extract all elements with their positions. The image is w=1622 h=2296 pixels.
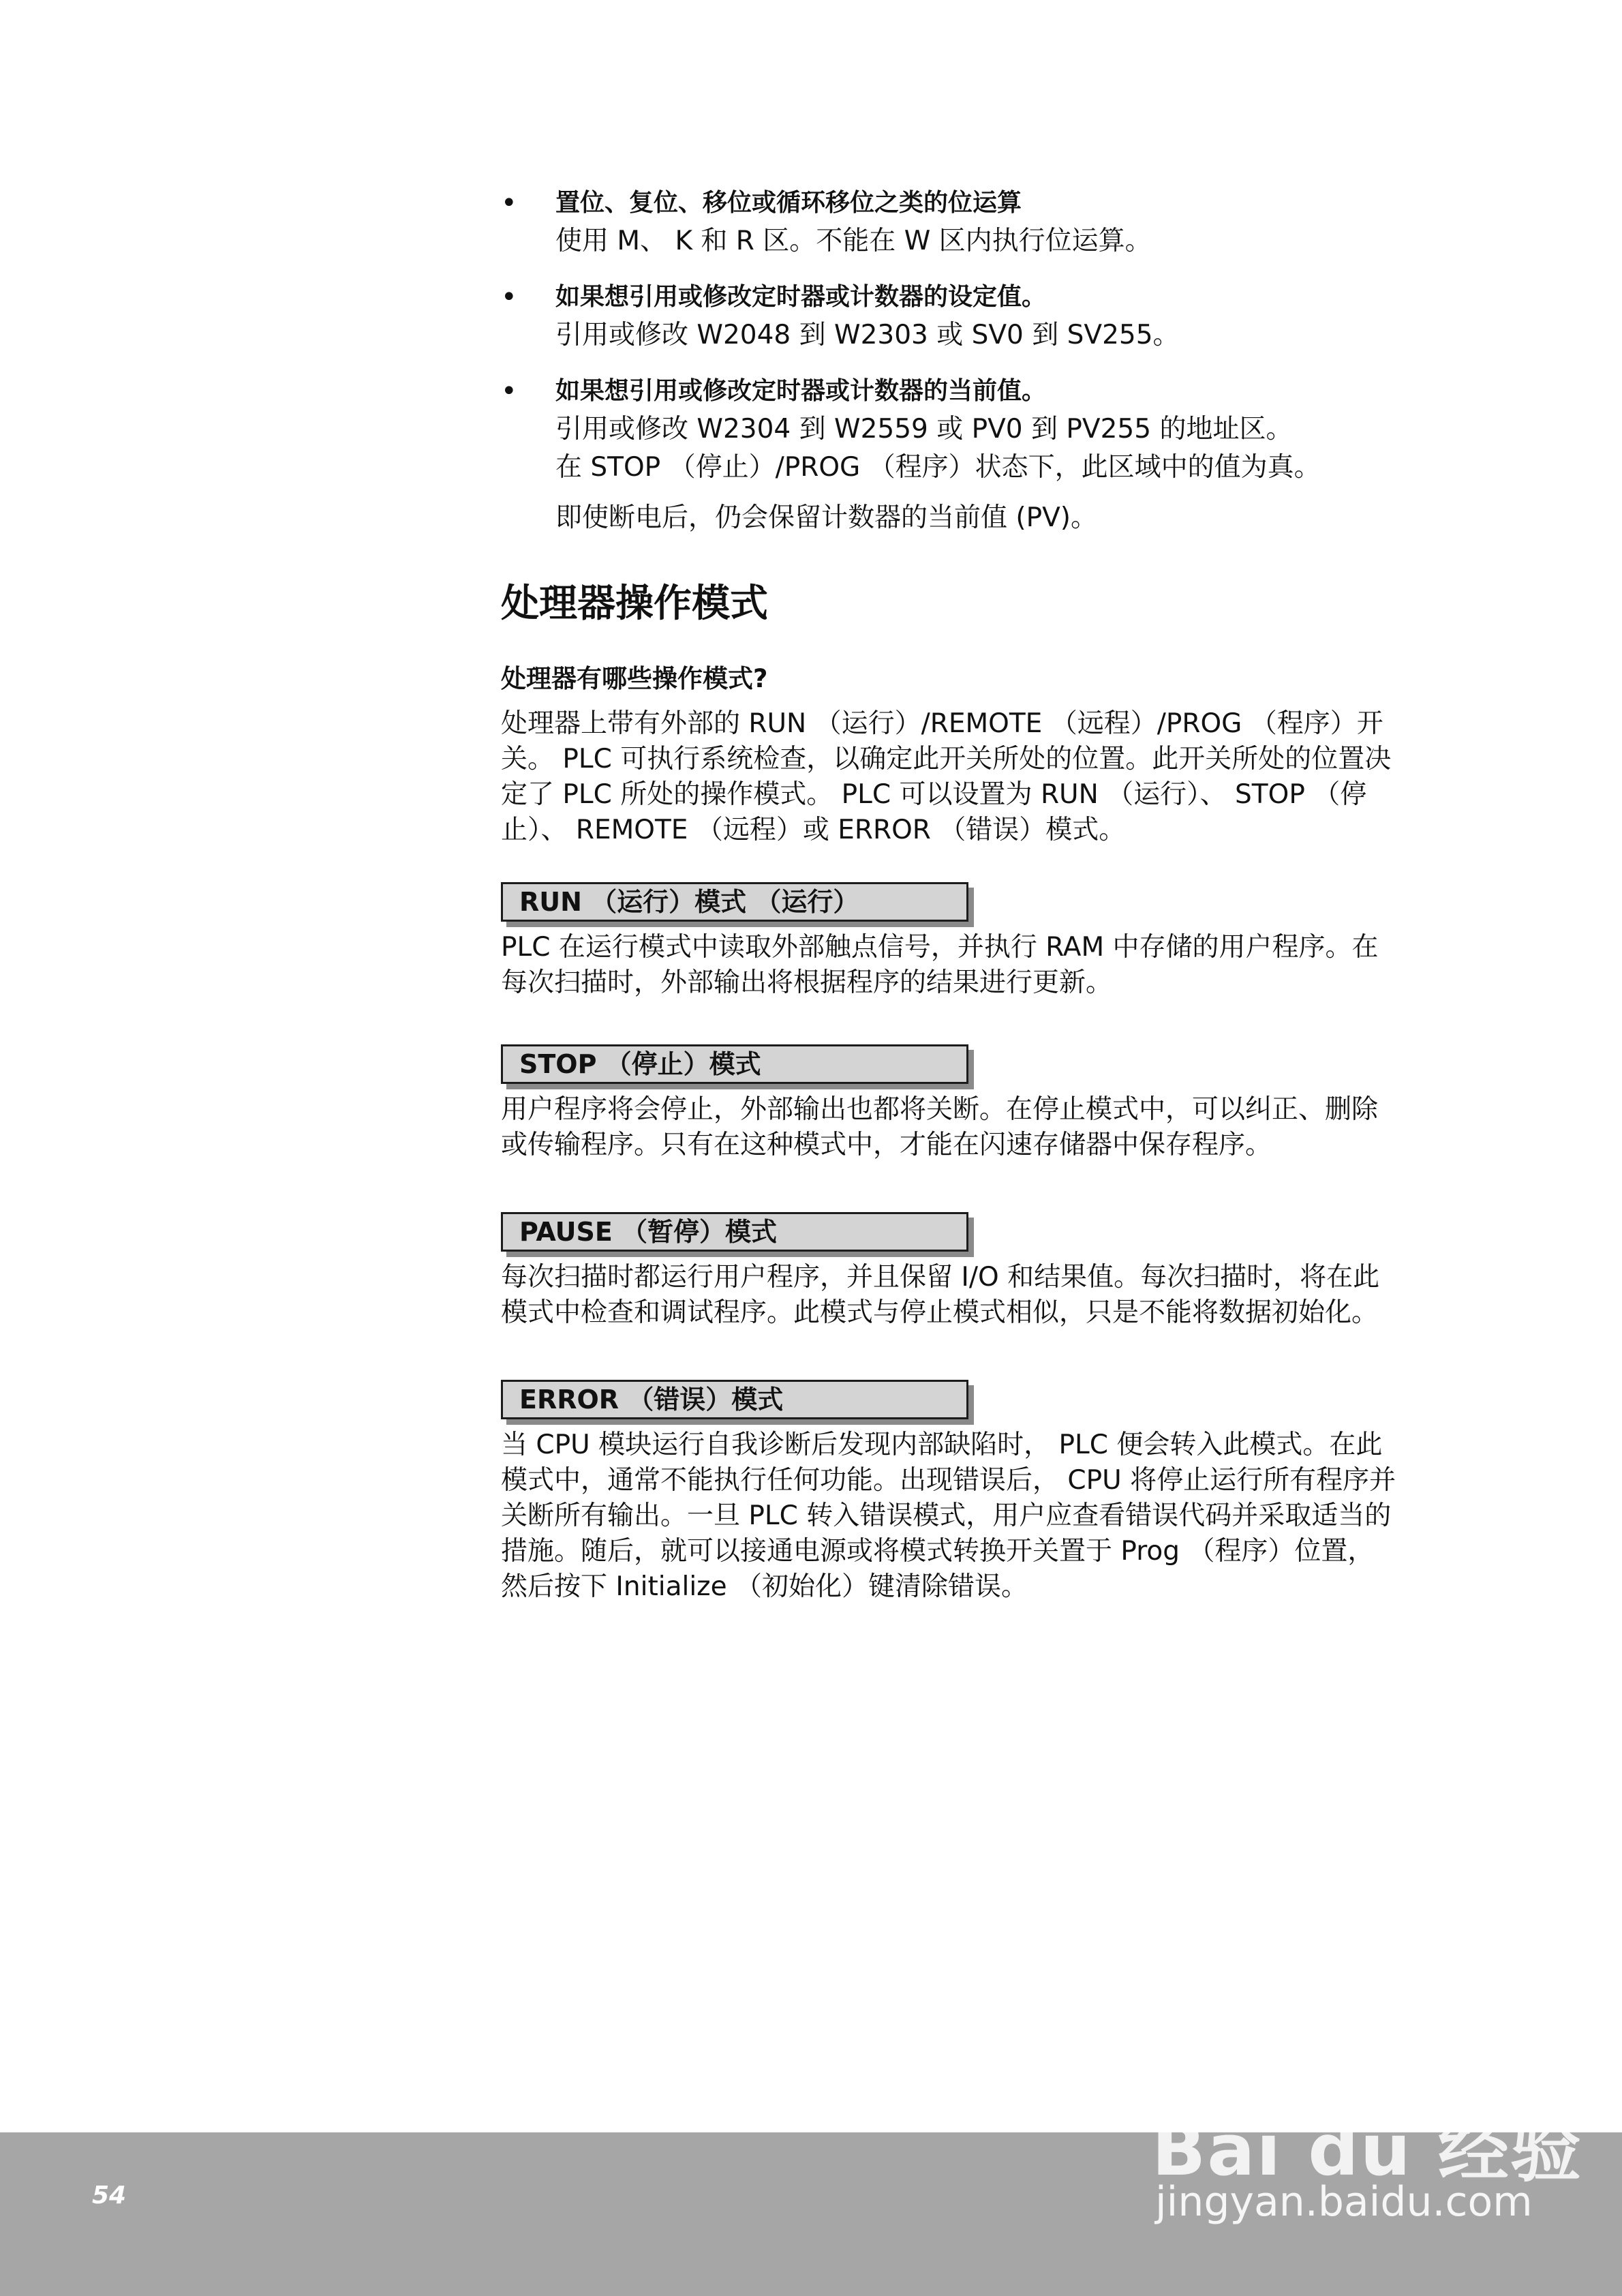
bullet-line: 即使断电后，仍会保留计数器的当前值 (PV)。 xyxy=(555,502,1098,533)
paragraph-line: 然后按下 Initialize （初始化）键清除错误。 xyxy=(501,1571,1028,1602)
paragraph-line: 每次扫描时都运行用户程序，并且保留 I/O 和结果值。每次扫描时，将在此 xyxy=(501,1262,1380,1293)
bullet-line: 引用或修改 W2304 到 W2559 或 PV0 到 PV255 的地址区。 xyxy=(555,414,1293,444)
mode-description-pause xyxy=(501,1260,1503,1331)
section-heading: 处理器操作模式 xyxy=(501,581,768,626)
paragraph-line: 措施。随后，就可以接通电源或将模式转换开关置于 Prog （程序）位置， xyxy=(501,1536,1375,1567)
paragraph-line: 每次扫描时，外部输出将根据程序的结果进行更新。 xyxy=(501,967,1113,998)
bullet-title: 如果想引用或修改定时器或计数器的当前值。 xyxy=(555,377,1047,405)
mode-key: ERROR xyxy=(519,1385,619,1415)
paragraph-line: 模式中，通常不能执行任何功能。出现错误后， CPU 将停止运行所有程序并 xyxy=(501,1465,1396,1496)
bullet-dot-icon: • xyxy=(501,376,517,407)
watermark-brand: Bai du 经验 xyxy=(1152,2109,1582,2192)
section-subheading: 处理器有哪些操作模式? xyxy=(501,664,768,693)
bullet-line: 引用或修改 W2048 到 W2303 或 SV0 到 SV255。 xyxy=(555,320,1180,350)
paragraph-line: 用户程序将会停止，外部输出也都将关断。在停止模式中，可以纠正、删除 xyxy=(501,1094,1379,1125)
paragraph-line: 处理器上带有外部的 RUN （运行）/REMOTE （远程）/PROG （程序）开 xyxy=(501,708,1383,739)
document-body xyxy=(501,184,1503,1605)
paragraph-line: 关断所有输出。一旦 PLC 转入错误模式，用户应查看错误代码并采取适当的 xyxy=(501,1500,1392,1531)
mode-header-error xyxy=(501,1380,968,1419)
page-number: 54 xyxy=(92,2181,127,2209)
mode-description-run xyxy=(501,930,1503,1001)
mode-key: RUN xyxy=(519,887,582,917)
bullet-item xyxy=(501,184,1503,260)
paragraph-line: 止）、 REMOTE （远程）或 ERROR （错误）模式。 xyxy=(501,815,1126,845)
mode-header-run xyxy=(501,882,968,922)
bullet-line: 在 STOP （停止）/PROG （程序）状态下，此区域中的值为真。 xyxy=(555,452,1321,483)
intro-paragraph xyxy=(501,706,1503,848)
paragraph-line: 当 CPU 模块运行自我诊断后发现内部缺陷时， PLC 便会转入此模式。在此 xyxy=(501,1430,1383,1460)
mode-description-stop xyxy=(501,1092,1503,1163)
paragraph-line: 模式中检查和调试程序。此模式与停止模式相似，只是不能将数据初始化。 xyxy=(501,1297,1379,1328)
paragraph-line: 关。 PLC 可执行系统检查，以确定此开关所处的位置。此开关所处的位置决 xyxy=(501,744,1392,774)
bullet-item xyxy=(501,278,1503,354)
mode-label: （错误）模式 xyxy=(619,1385,784,1415)
paragraph-line: 定了 PLC 所处的操作模式。 PLC 可以设置为 RUN （运行）、 STOP （停 xyxy=(501,779,1367,810)
paragraph-line: PLC 在运行模式中读取外部触点信号，并执行 RAM 中存储的用户程序。在 xyxy=(501,932,1379,963)
mode-header-stop xyxy=(501,1044,968,1084)
bullet-dot-icon: • xyxy=(501,187,517,219)
bullet-title: 置位、复位、移位或循环移位之类的位运算 xyxy=(555,189,1022,217)
mode-label: （运行）模式 （运行） xyxy=(581,887,859,917)
bullet-dot-icon: • xyxy=(501,282,517,313)
paragraph-line: 或传输程序。只有在这种模式中，才能在闪速存储器中保存程序。 xyxy=(501,1130,1272,1160)
bullet-item xyxy=(501,372,1503,537)
watermark-url: jingyan.baidu.com xyxy=(1155,2178,1533,2226)
mode-label: （停止）模式 xyxy=(596,1049,761,1079)
bullet-title: 如果想引用或修改定时器或计数器的设定值。 xyxy=(555,283,1047,311)
bullet-line: 使用 M、 K 和 R 区。不能在 W 区内执行位运算。 xyxy=(555,226,1152,256)
mode-header-pause xyxy=(501,1212,968,1252)
mode-description-error xyxy=(501,1428,1503,1605)
mode-key: PAUSE xyxy=(519,1217,613,1247)
mode-key: STOP xyxy=(519,1049,597,1079)
mode-label: （暂停）模式 xyxy=(612,1217,778,1247)
